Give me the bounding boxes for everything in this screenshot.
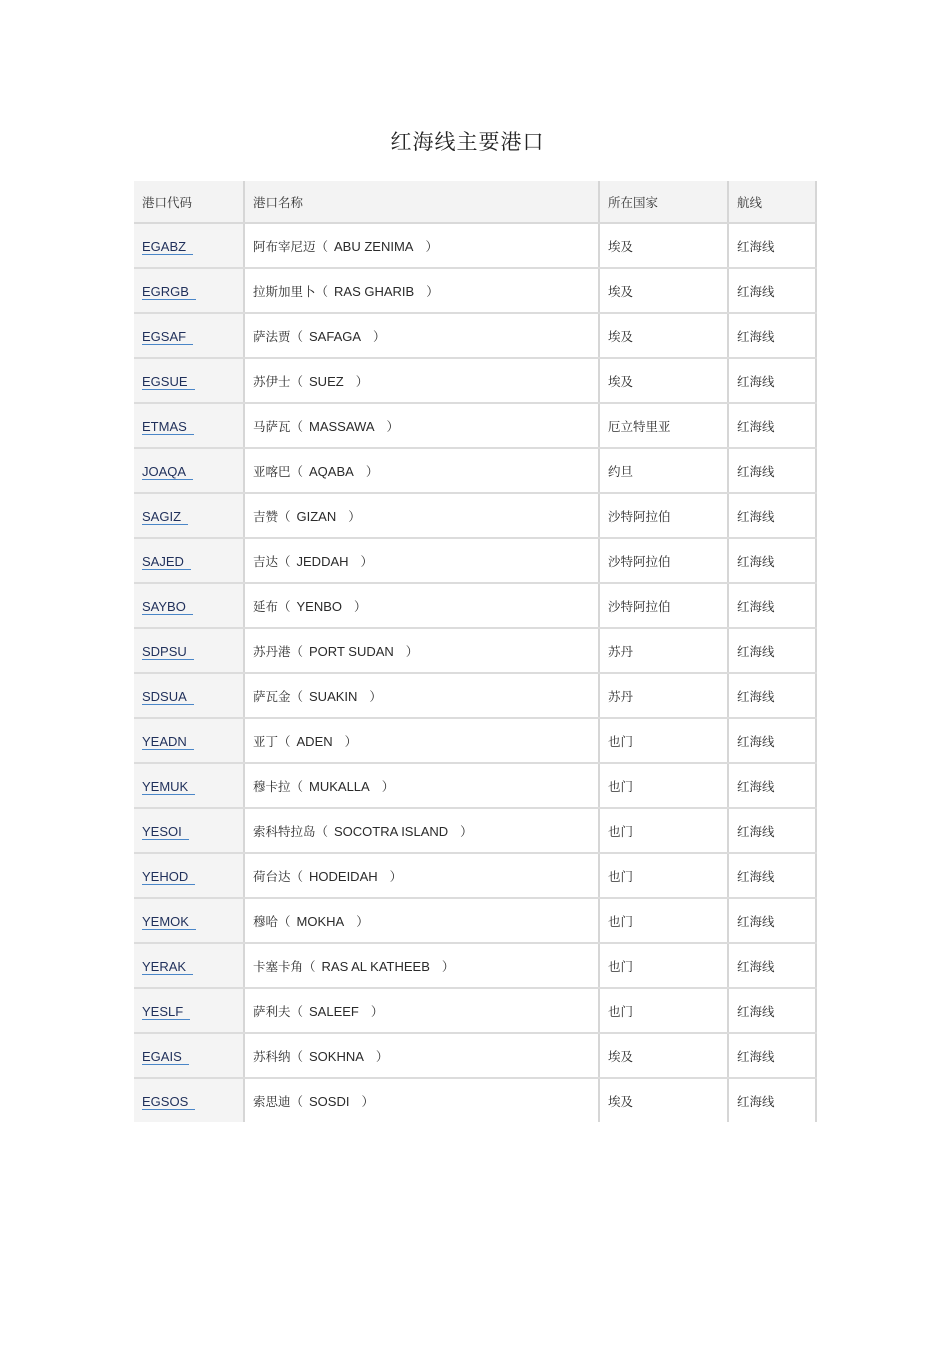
- port-name-english: HODEIDAH: [309, 868, 378, 884]
- port-code-cell: [134, 898, 244, 943]
- port-name-english: RAS GHARIB: [334, 283, 415, 299]
- port-name-chinese: 苏科纳（: [253, 1048, 304, 1064]
- port-name-english: GIZAN: [296, 508, 337, 524]
- port-name-cell: [244, 583, 599, 628]
- port-name-cell: [244, 853, 599, 898]
- port-code-link[interactable]: YERAK: [142, 960, 193, 975]
- closing-paren: ）: [344, 733, 358, 749]
- table-row: [134, 493, 816, 538]
- route-cell: 红海线: [728, 628, 816, 673]
- port-name-cell: [244, 313, 599, 358]
- port-code-link[interactable]: SDSUA: [142, 690, 194, 705]
- port-code-link[interactable]: SAJED: [142, 555, 191, 570]
- closing-paren: ）: [370, 1003, 384, 1019]
- closing-paren: ）: [405, 643, 419, 659]
- table-header-row: [134, 181, 816, 223]
- port-code-cell: [134, 223, 244, 268]
- port-name-chinese: 苏伊士（: [253, 373, 304, 389]
- route-cell: 红海线: [728, 493, 816, 538]
- port-code-cell: [134, 808, 244, 853]
- port-name-chinese: 穆哈（: [253, 913, 291, 929]
- port-name-cell: [244, 988, 599, 1033]
- port-name-chinese: 萨利夫（: [253, 1003, 304, 1019]
- port-name-cell: [244, 808, 599, 853]
- closing-paren: ）: [360, 553, 374, 569]
- table-row: [134, 223, 816, 268]
- port-code-link[interactable]: SDPSU: [142, 645, 194, 660]
- port-code-cell: [134, 583, 244, 628]
- country-cell: 也门: [599, 718, 728, 763]
- closing-paren: ）: [381, 778, 395, 794]
- country-cell: 约旦: [599, 448, 728, 493]
- country-cell: 埃及: [599, 1033, 728, 1078]
- header-port-name: 港口名称: [244, 181, 599, 223]
- port-code-cell: [134, 448, 244, 493]
- port-name-english: SUEZ: [309, 373, 344, 389]
- port-name-cell: [244, 943, 599, 988]
- port-code-link[interactable]: EGSAF: [142, 330, 193, 345]
- port-name-english: RAS AL KATHEEB: [321, 958, 430, 974]
- closing-paren: ）: [460, 823, 473, 839]
- route-cell: 红海线: [728, 448, 816, 493]
- route-cell: 红海线: [728, 358, 816, 403]
- port-code-cell: [134, 988, 244, 1033]
- route-cell: 红海线: [728, 763, 816, 808]
- port-code-cell: [134, 403, 244, 448]
- closing-paren: ）: [356, 913, 369, 929]
- port-name-cell: [244, 763, 599, 808]
- port-code-cell: [134, 853, 244, 898]
- port-name-english: SAFAGA: [309, 328, 362, 344]
- port-code-cell: [134, 763, 244, 808]
- port-name-english: SUAKIN: [309, 688, 358, 704]
- port-name-chinese: 马萨瓦（: [253, 418, 304, 434]
- port-name-chinese: 吉达（: [253, 553, 291, 569]
- port-name-english: MUKALLA: [309, 778, 370, 794]
- port-name-cell: [244, 448, 599, 493]
- table-row: [134, 358, 816, 403]
- table-row: [134, 1033, 816, 1078]
- page-title: 红海线主要港口: [390, 130, 545, 154]
- closing-paren: ）: [425, 238, 438, 254]
- port-code-cell: [134, 1033, 244, 1078]
- port-code-link[interactable]: EGSUE: [142, 375, 195, 390]
- table-row: [134, 403, 816, 448]
- route-cell: 红海线: [728, 223, 816, 268]
- port-name-cell: [244, 358, 599, 403]
- closing-paren: ）: [361, 1093, 374, 1109]
- port-code-cell: [134, 718, 244, 763]
- table-row: [134, 268, 816, 313]
- route-cell: 红海线: [728, 1033, 816, 1078]
- table-row: [134, 853, 816, 898]
- country-cell: 也门: [599, 898, 728, 943]
- port-code-cell: [134, 268, 244, 313]
- table-row: [134, 628, 816, 673]
- table-row: [134, 313, 816, 358]
- port-name-english: SOCOTRA ISLAND: [334, 823, 449, 839]
- table-row: [134, 538, 816, 583]
- port-name-english: MASSAWA: [309, 418, 375, 434]
- closing-paren: ）: [441, 958, 455, 974]
- port-name-english: PORT SUDAN: [309, 643, 394, 659]
- country-cell: 也门: [599, 763, 728, 808]
- table-row: [134, 943, 816, 988]
- port-code-link[interactable]: SAYBO: [142, 600, 193, 615]
- route-cell: 红海线: [728, 313, 816, 358]
- closing-paren: ）: [375, 1048, 389, 1064]
- port-name-cell: [244, 223, 599, 268]
- port-code-cell: [134, 538, 244, 583]
- route-cell: 红海线: [728, 898, 816, 943]
- route-cell: 红海线: [728, 718, 816, 763]
- port-code-cell: [134, 673, 244, 718]
- port-name-english: ABU ZENIMA: [334, 238, 414, 254]
- header-port-code: 港口代码: [134, 181, 244, 223]
- route-cell: 红海线: [728, 268, 816, 313]
- country-cell: 也门: [599, 943, 728, 988]
- port-code-link[interactable]: YEHOD: [142, 870, 195, 885]
- country-cell: 埃及: [599, 358, 728, 403]
- port-code-link[interactable]: SAGIZ: [142, 510, 188, 525]
- table-row: [134, 673, 816, 718]
- port-name-cell: [244, 403, 599, 448]
- port-code-cell: [134, 493, 244, 538]
- port-name-english: SALEEF: [309, 1003, 359, 1019]
- port-name-chinese: 卡塞卡角（: [253, 958, 316, 974]
- port-name-english: MOKHA: [296, 913, 345, 929]
- country-cell: 埃及: [599, 1078, 728, 1122]
- country-cell: 也门: [599, 853, 728, 898]
- port-name-cell: [244, 673, 599, 718]
- country-cell: 苏丹: [599, 673, 728, 718]
- header-route: 航线: [728, 181, 816, 223]
- table-row: [134, 763, 816, 808]
- port-code-link[interactable]: EGAIS: [142, 1050, 189, 1065]
- country-cell: 埃及: [599, 268, 728, 313]
- closing-paren: ）: [369, 688, 382, 704]
- port-name-chinese: 亚丁（: [253, 733, 291, 749]
- closing-paren: ）: [365, 463, 379, 479]
- port-code-link[interactable]: YESOI: [142, 825, 189, 840]
- port-name-cell: [244, 268, 599, 313]
- port-name-chinese: 拉斯加里卜（: [253, 283, 329, 299]
- port-name-cell: [244, 493, 599, 538]
- route-cell: 红海线: [728, 808, 816, 853]
- port-name-chinese: 穆卡拉（: [253, 778, 304, 794]
- port-code-cell: [134, 313, 244, 358]
- port-code-cell: [134, 628, 244, 673]
- port-name-cell: [244, 718, 599, 763]
- route-cell: 红海线: [728, 583, 816, 628]
- route-cell: 红海线: [728, 1078, 816, 1122]
- port-name-cell: [244, 538, 599, 583]
- closing-paren: ）: [426, 283, 439, 299]
- closing-paren: ）: [354, 598, 367, 614]
- port-name-chinese: 苏丹港（: [253, 643, 304, 659]
- port-name-chinese: 阿布宰尼迈（: [253, 238, 329, 254]
- port-code-link[interactable]: YEMOK: [142, 915, 196, 930]
- country-cell: 也门: [599, 808, 728, 853]
- country-cell: 沙特阿拉伯: [599, 493, 728, 538]
- ports-table: [134, 181, 817, 1122]
- table-row: [134, 718, 816, 763]
- port-name-cell: [244, 1078, 599, 1122]
- port-name-english: SOKHNA: [309, 1048, 364, 1064]
- port-code-link[interactable]: ETMAS: [142, 420, 194, 435]
- port-code-cell: [134, 943, 244, 988]
- port-code-link[interactable]: YEADN: [142, 735, 194, 750]
- closing-paren: ）: [386, 418, 400, 434]
- country-cell: 沙特阿拉伯: [599, 538, 728, 583]
- route-cell: 红海线: [728, 673, 816, 718]
- closing-paren: ）: [373, 328, 386, 344]
- table-row: [134, 1078, 816, 1122]
- port-name-cell: [244, 1033, 599, 1078]
- port-name-english: JEDDAH: [296, 553, 349, 569]
- port-name-chinese: 吉赞（: [253, 508, 291, 524]
- country-cell: 苏丹: [599, 628, 728, 673]
- country-cell: 埃及: [599, 313, 728, 358]
- port-code-link[interactable]: EGSOS: [142, 1095, 195, 1110]
- port-name-english: ADEN: [296, 733, 333, 749]
- closing-paren: ）: [355, 373, 369, 389]
- table-row: [134, 808, 816, 853]
- port-name-english: YENBO: [296, 598, 343, 614]
- table-row: [134, 988, 816, 1033]
- country-cell: 埃及: [599, 223, 728, 268]
- table-row: [134, 448, 816, 493]
- port-name-chinese: 荷台达（: [253, 868, 304, 884]
- country-cell: 厄立特里亚: [599, 403, 728, 448]
- route-cell: 红海线: [728, 403, 816, 448]
- closing-paren: ）: [348, 508, 361, 524]
- closing-paren: ）: [389, 868, 403, 884]
- port-name-chinese: 萨瓦金（: [253, 688, 304, 704]
- port-name-english: SOSDI: [309, 1093, 350, 1109]
- route-cell: 红海线: [728, 943, 816, 988]
- port-code-cell: [134, 358, 244, 403]
- country-cell: 也门: [599, 988, 728, 1033]
- table-row: [134, 898, 816, 943]
- port-name-chinese: 萨法贾（: [253, 328, 304, 344]
- port-code-link[interactable]: EGRGB: [142, 285, 196, 300]
- table-row: [134, 583, 816, 628]
- port-code-link[interactable]: YEMUK: [142, 780, 195, 795]
- port-code-link[interactable]: EGABZ: [142, 240, 193, 255]
- port-code-cell: [134, 1078, 244, 1122]
- route-cell: 红海线: [728, 853, 816, 898]
- port-name-cell: [244, 628, 599, 673]
- country-cell: 沙特阿拉伯: [599, 583, 728, 628]
- port-code-link[interactable]: JOAQA: [142, 465, 193, 480]
- route-cell: 红海线: [728, 988, 816, 1033]
- table-body: [134, 223, 816, 1122]
- port-code-link[interactable]: YESLF: [142, 1005, 190, 1020]
- port-name-chinese: 索思迪（: [253, 1093, 304, 1109]
- route-cell: 红海线: [728, 538, 816, 583]
- port-name-chinese: 延布（: [253, 598, 291, 614]
- port-name-chinese: 索科特拉岛（: [253, 823, 329, 839]
- port-name-english: AQABA: [309, 463, 354, 479]
- header-country: 所在国家: [599, 181, 728, 223]
- port-name-chinese: 亚喀巴（: [253, 463, 304, 479]
- port-name-cell: [244, 898, 599, 943]
